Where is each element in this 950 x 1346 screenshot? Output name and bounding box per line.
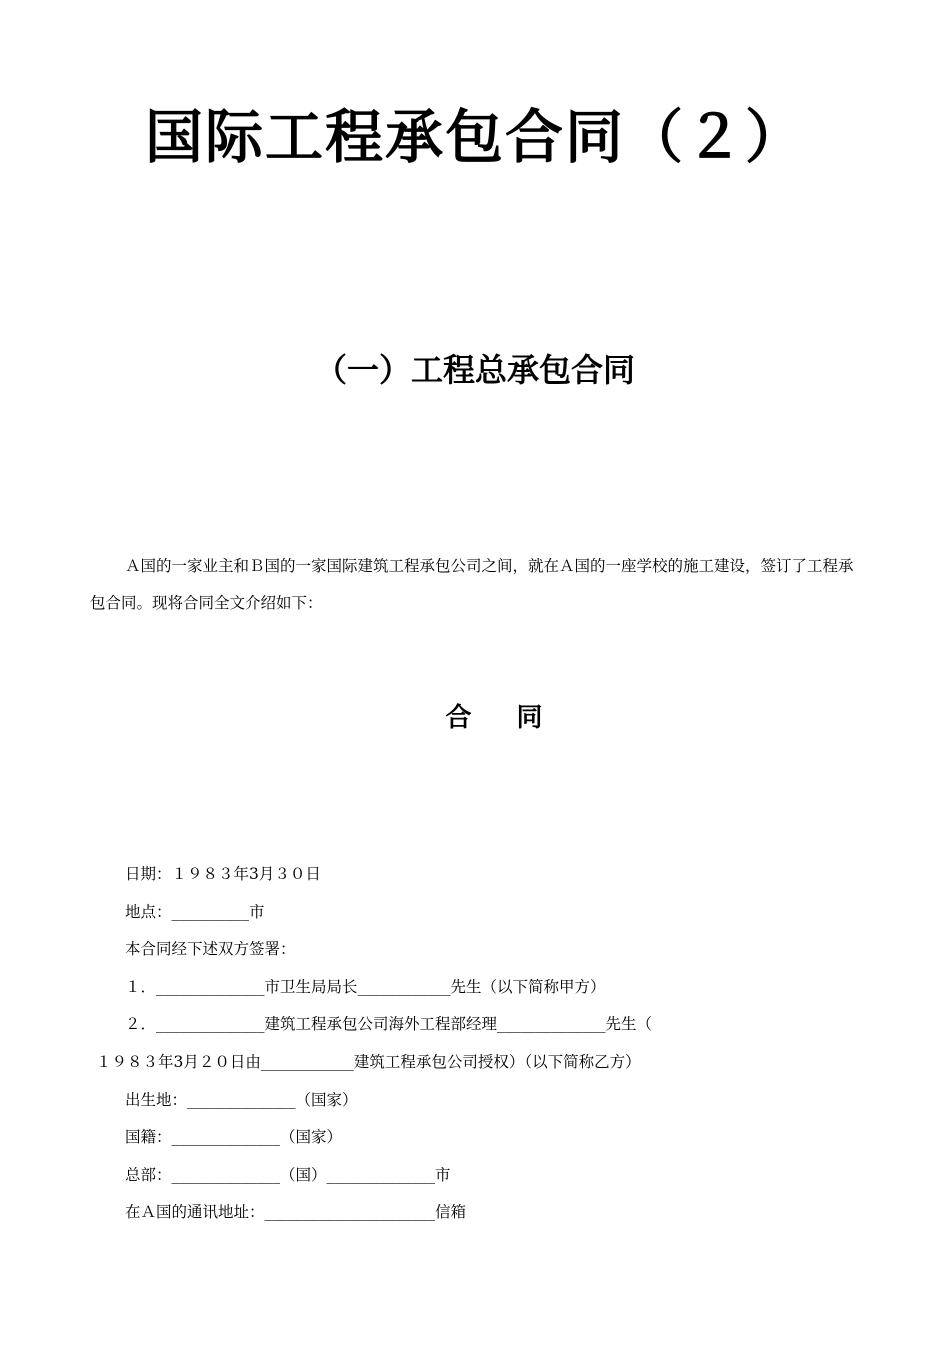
signed-by-line: 本合同经下述双方签署： xyxy=(125,940,296,958)
party-two-line: ２．______________建筑工程承包公司海外工程部经理______________先生（ xyxy=(125,1015,653,1033)
headquarters-line: 总部：______________（国）______________市 xyxy=(125,1166,451,1184)
sub-title: （一）工程总承包合同 xyxy=(314,351,635,389)
main-title: 国际工程承包合同（２） xyxy=(144,103,805,171)
party-one-line: １．______________市卫生局局长____________先生（以下简称甲方） xyxy=(125,978,606,996)
place-line: 地点：__________市 xyxy=(125,903,265,921)
address-line: 在Ａ国的通讯地址：______________________信箱 xyxy=(125,1203,467,1221)
contract-title: 合 同 xyxy=(445,703,561,733)
intro-paragraph: Ａ国的一家业主和Ｂ国的一家国际建筑工程承包公司之间，就在Ａ国的一座学校的施工建设，签订了工程承包合同。现将合同全文介绍如下： xyxy=(90,557,854,612)
nationality-line: 国籍：______________（国家） xyxy=(125,1128,343,1146)
birthplace-line: 出生地：______________（国家） xyxy=(125,1091,358,1109)
party-two-continuation-line: １９８３年3月２０日由____________建筑工程承包公司授权）（以下简称乙方） xyxy=(96,1053,641,1071)
date-line: 日期：１９８３年3月３０日 xyxy=(125,865,321,883)
